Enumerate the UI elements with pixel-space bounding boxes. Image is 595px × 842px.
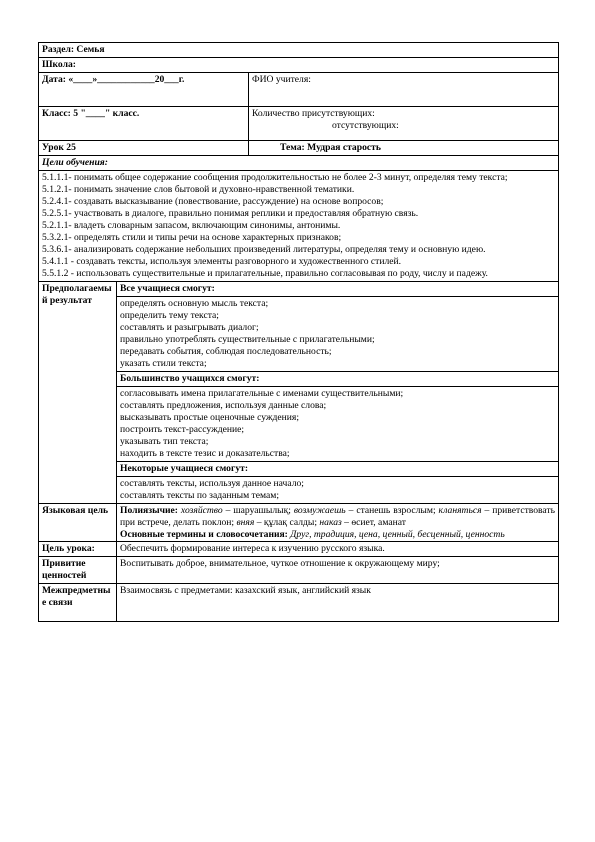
values-label: Привитие ценностей bbox=[39, 557, 117, 584]
all-item: определять основную мысль текста; bbox=[120, 297, 269, 309]
links-text: Взаимосвязь с предметами: казахский язык, английский язык bbox=[117, 584, 559, 622]
poly-word: вняя bbox=[236, 516, 255, 528]
lesson-topic bbox=[249, 140, 559, 155]
poly-word: возмужаешь bbox=[293, 504, 346, 516]
expected-most-items-row bbox=[39, 386, 559, 461]
class-cell: Класс: 5 "____" класс. bbox=[39, 106, 249, 140]
goal-label: Цель урока: bbox=[39, 542, 117, 557]
all-students-list bbox=[117, 296, 559, 371]
teacher-cell: ФИО учителя: bbox=[249, 72, 559, 106]
poly-translation: – өсиет, аманат bbox=[341, 516, 406, 528]
objective-item: 5.4.1.1 - создавать тексты, используя элементы разговорного и художественного стилей. bbox=[42, 255, 402, 267]
objective-item: 5.1.1.1- понимать общее содержание сообщения продолжительностью не более 2-3 минут, определяя тему текста; bbox=[42, 171, 508, 183]
objective-item: 5.2.4.1- создавать высказывание (повествование, рассуждение) на основе вопросов; bbox=[42, 195, 384, 207]
attendance-cell bbox=[249, 106, 559, 140]
objective-item: 5.5.1.2 - использовать существительные и прилагательные, правильно согласовывая по роду, числу и падежу. bbox=[42, 267, 488, 279]
all-item: определить тему текста; bbox=[120, 309, 219, 321]
lesson-row bbox=[39, 140, 559, 155]
expected-some-items-row bbox=[39, 476, 559, 503]
values-row bbox=[39, 557, 559, 584]
attendance-present: Количество присутствующих: bbox=[252, 107, 375, 119]
poly-word: наказ bbox=[319, 516, 342, 528]
poly-translation: – приветствовать при встрече, делать поклон; bbox=[120, 504, 556, 528]
all-item: передавать события, соблюдая последовательность; bbox=[120, 345, 332, 357]
goal-row bbox=[39, 542, 559, 557]
poly-translation: – құлақ салды; bbox=[254, 516, 320, 528]
all-item: указать стили текста; bbox=[120, 357, 207, 369]
all-students-title: Все учащиеся смогут: bbox=[117, 281, 559, 296]
most-item: построить текст-рассуждение; bbox=[120, 423, 245, 435]
poly-word: хозяйство bbox=[180, 504, 223, 516]
terms-title: Основные термины и словосочетания: bbox=[120, 528, 288, 540]
section-cell: Раздел: Семья bbox=[39, 43, 559, 58]
terms-text: Друг, традиция, цена, ценный, бесценный, ценность bbox=[287, 528, 505, 540]
school-row bbox=[39, 57, 559, 72]
attendance-absent: отсутствующих: bbox=[332, 119, 399, 131]
language-label: Языковая цель bbox=[39, 503, 117, 542]
links-row bbox=[39, 584, 559, 622]
all-item: правильно употреблять существительные с прилагательными; bbox=[120, 333, 375, 345]
objectives-list bbox=[39, 170, 559, 281]
lesson-topic-text: Тема: Мудрая старость bbox=[280, 141, 381, 153]
objective-item: 5.3.6.1- анализировать содержание небольших произведений литературы, определяя тему и основную идею. bbox=[42, 243, 486, 255]
date-row bbox=[39, 72, 559, 106]
most-item: согласовывать имена прилагательные с именами существительными; bbox=[120, 387, 404, 399]
all-item: составлять и разыгрывать диалог; bbox=[120, 321, 259, 333]
polylingual-title: Полиязычие: bbox=[120, 504, 178, 516]
most-item: указывать тип текста; bbox=[120, 435, 209, 447]
objectives-title: Цели обучения: bbox=[39, 155, 559, 170]
language-row bbox=[39, 503, 559, 542]
objective-item: 5.2.1.1- владеть словарным запасом, включающим синонимы, антонимы. bbox=[42, 219, 341, 231]
poly-translation: – шаруашылық; bbox=[222, 504, 294, 516]
expected-some-title-row bbox=[39, 461, 559, 476]
expected-most-title-row bbox=[39, 371, 559, 386]
objective-item: 5.1.2.1- понимать значение слов бытовой и духовно-нравственной тематики. bbox=[42, 183, 355, 195]
lesson-plan-table bbox=[38, 42, 559, 622]
expected-all-title-row bbox=[39, 281, 559, 296]
objective-item: 5.3.2.1- определять стили и типы речи на основе характерных признаков; bbox=[42, 231, 342, 243]
most-item: составлять предложения, используя данные слова; bbox=[120, 399, 327, 411]
some-students-title: Некоторые учащиеся смогут: bbox=[117, 461, 559, 476]
objective-item: 5.2.5.1- участвовать в диалоге, правильно понимая реплики и предоставляя обратную связь. bbox=[42, 207, 419, 219]
most-students-title: Большинство учащихся смогут: bbox=[117, 371, 559, 386]
links-label: Межпредметные связи bbox=[39, 584, 117, 622]
objectives-row bbox=[39, 170, 559, 281]
poly-translation: – станешь взрослым; bbox=[345, 504, 439, 516]
lesson-number: Урок 25 bbox=[39, 140, 249, 155]
most-item: высказывать простые оценочные суждения; bbox=[120, 411, 299, 423]
some-item: составлять тексты, используя данное начало; bbox=[120, 477, 304, 489]
goal-text: Обеспечить формирование интереса к изучению русского языка. bbox=[117, 542, 559, 557]
some-students-list bbox=[117, 476, 559, 503]
class-row bbox=[39, 106, 559, 140]
most-item: находить в тексте тезис и доказательства; bbox=[120, 447, 290, 459]
date-cell: Дата: «____»____________20___г. bbox=[39, 72, 249, 106]
most-students-list bbox=[117, 386, 559, 461]
objectives-title-row bbox=[39, 155, 559, 170]
values-text: Воспитывать доброе, внимательное, чуткое отношение к окружающему миру; bbox=[117, 557, 559, 584]
terms-line bbox=[120, 529, 555, 541]
poly-word: кланяться bbox=[438, 504, 482, 516]
expected-label: Предполагаемый результат bbox=[39, 281, 117, 503]
language-cell bbox=[117, 503, 559, 542]
school-cell: Школа: bbox=[39, 57, 559, 72]
section-row bbox=[39, 43, 559, 58]
expected-all-items-row bbox=[39, 296, 559, 371]
some-item: составлять тексты по заданным темам; bbox=[120, 489, 280, 501]
